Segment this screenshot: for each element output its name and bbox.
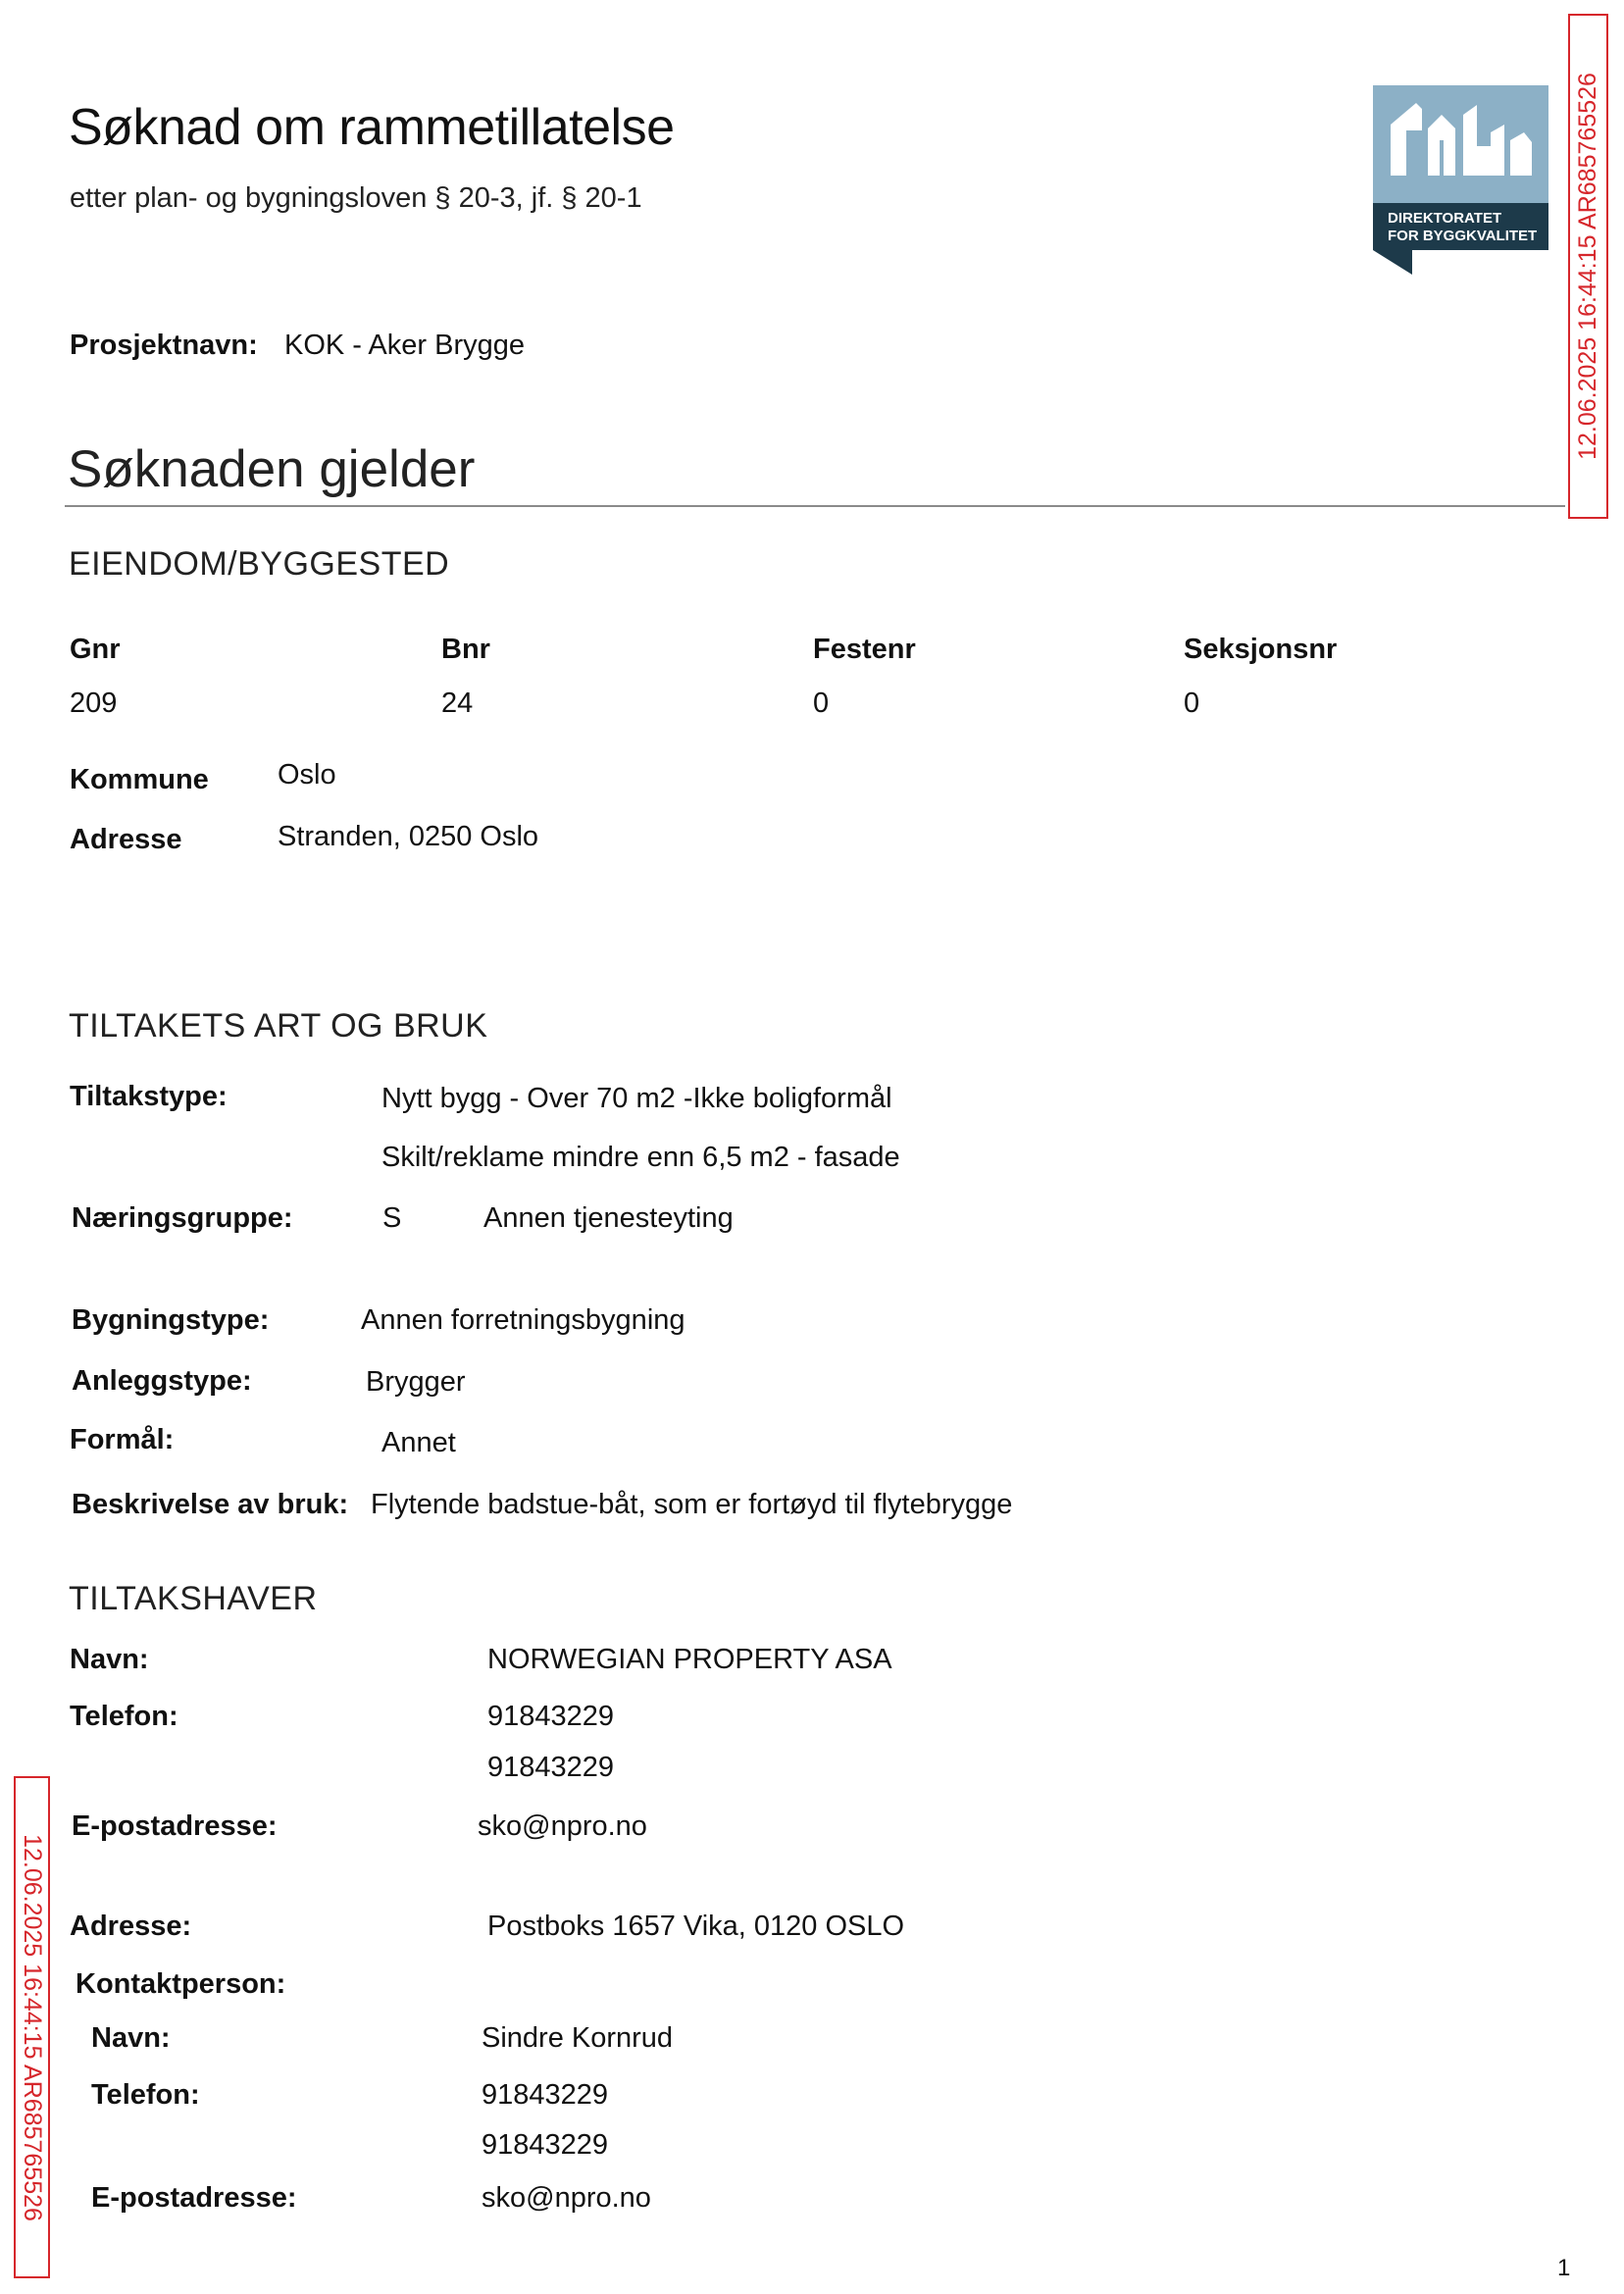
document-title: Søknad om rammetillatelse [69, 99, 675, 156]
property-section-title: EIENDOM/BYGGESTED [69, 545, 450, 583]
festenr-label: Festenr [813, 634, 916, 665]
kontakt-epost-value: sko@npro.no [482, 2182, 651, 2214]
festenr-value: 0 [813, 688, 830, 719]
bnr-value: 24 [441, 688, 474, 719]
kommune-label: Kommune [70, 764, 209, 795]
telefon-value-1: 91843229 [487, 1701, 615, 1732]
beskrivelse-label: Beskrivelse av bruk: [72, 1489, 349, 1520]
adresse-value: Stranden, 0250 Oslo [278, 821, 539, 852]
seksjonsnr-label: Seksjonsnr [1184, 634, 1338, 665]
heading-divider [65, 505, 1565, 507]
anleggstype-value: Brygger [366, 1366, 466, 1398]
bygningstype-value: Annen forretningsbygning [361, 1304, 685, 1336]
section-heading: Søknaden gjelder [68, 440, 476, 498]
formal-label: Formål: [70, 1424, 175, 1455]
telefon-value-2: 91843229 [487, 1752, 615, 1783]
tiltakstype-label: Tiltakstype: [70, 1081, 228, 1112]
document-subtitle: etter plan- og bygningsloven § 20-3, jf. § 20-1 [70, 182, 642, 214]
naeringsgruppe-code: S [382, 1202, 402, 1234]
gnr-label: Gnr [70, 634, 121, 665]
kontakt-navn-value: Sindre Kornrud [482, 2022, 674, 2054]
kontakt-telefon-value-1: 91843229 [482, 2079, 609, 2111]
kontaktperson-label: Kontaktperson: [76, 1968, 286, 2000]
tiltakstype-value-1: Nytt bygg - Over 70 m2 -Ikke boligformål [381, 1083, 892, 1114]
epost-value: sko@npro.no [478, 1810, 647, 1842]
kontakt-telefon-label: Telefon: [91, 2079, 200, 2111]
date-stamp-left-text: 12.06.2025 16:44:15 AR685765526 [19, 1833, 46, 2221]
seksjonsnr-value: 0 [1184, 688, 1200, 719]
tiltakshaver-adresse-value: Postboks 1657 Vika, 0120 OSLO [487, 1911, 905, 1942]
project-value: KOK - Aker Brygge [284, 330, 525, 361]
epost-label: E-postadresse: [72, 1810, 278, 1842]
adresse-label: Adresse [70, 824, 182, 855]
date-stamp-top-text: 12.06.2025 16:44:15 AR685765526 [1574, 73, 1601, 460]
navn-label: Navn: [70, 1644, 149, 1675]
date-stamp-left [14, 1776, 50, 2278]
kontakt-epost-label: E-postadresse: [91, 2182, 297, 2214]
tiltak-section-title: TILTAKETS ART OG BRUK [69, 1007, 488, 1045]
logo-text-line1: DIREKTORATET [1388, 210, 1502, 227]
page-number: 1 [1557, 2255, 1571, 2281]
kontakt-navn-label: Navn: [91, 2022, 171, 2054]
naeringsgruppe-label: Næringsgruppe: [72, 1202, 293, 1234]
navn-value: NORWEGIAN PROPERTY ASA [487, 1644, 892, 1675]
telefon-label: Telefon: [70, 1701, 178, 1732]
bnr-label: Bnr [441, 634, 490, 665]
beskrivelse-value: Flytende badstue-båt, som er fortøyd til flytebrygge [371, 1489, 1013, 1520]
naeringsgruppe-value: Annen tjenesteyting [483, 1202, 734, 1234]
kontakt-telefon-value-2: 91843229 [482, 2129, 609, 2161]
logo-text-line2: FOR BYGGKVALITET [1388, 228, 1538, 244]
tiltakshaver-adresse-label: Adresse: [70, 1911, 192, 1942]
formal-value: Annet [381, 1427, 456, 1458]
tiltakstype-value-2: Skilt/reklame mindre enn 6,5 m2 - fasade [381, 1142, 900, 1173]
anleggstype-label: Anleggstype: [72, 1365, 252, 1397]
date-stamp-top [1568, 14, 1608, 519]
project-label: Prosjektnavn: [70, 330, 258, 361]
bygningstype-label: Bygningstype: [72, 1304, 270, 1336]
dibk-logo [1373, 85, 1548, 275]
kommune-value: Oslo [278, 759, 336, 790]
tiltakshaver-section-title: TILTAKSHAVER [69, 1580, 318, 1617]
gnr-value: 209 [70, 688, 118, 719]
